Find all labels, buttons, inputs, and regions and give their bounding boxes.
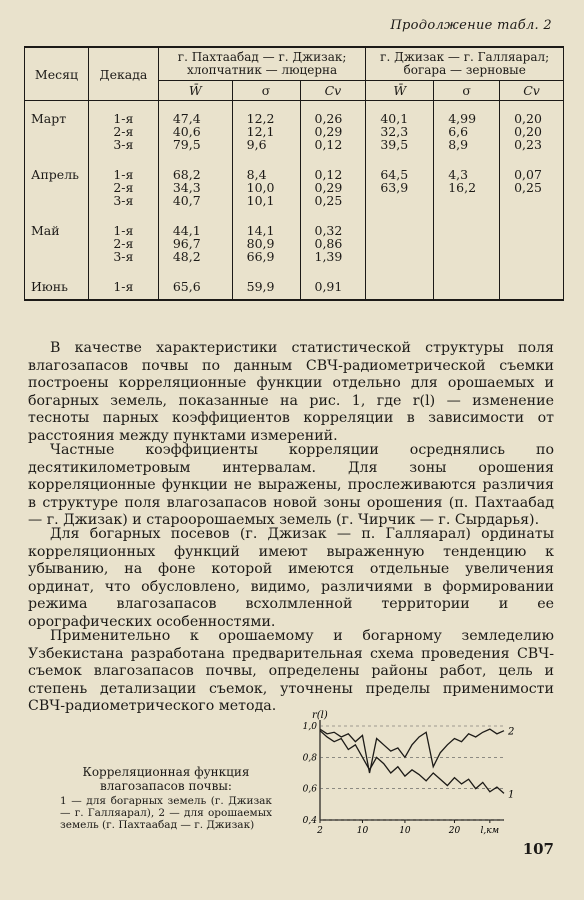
table-row — [25, 213, 564, 269]
col-group-irrigated: г. Пахтаабад — г. Джизак; хлопчатник — люцерна — [158, 47, 366, 81]
col-header-month: Месяц — [25, 47, 89, 101]
table-cell-line: 10,0 — [246, 180, 275, 195]
col-header-cv-2: Cv — [500, 81, 564, 101]
series-label-1: 1 — [508, 789, 515, 801]
table-cell-w1 — [158, 101, 232, 158]
table-cell-line: Май — [31, 223, 60, 238]
paragraph-1: В качестве характеристики статистической структуры поля влагозапасов почвы по данным СВЧ-радиометрической съемки построены корреляционные функции отдельно для орошаемых и богарных земель, показанные на рис. 1, где r(l) — изменение тесноты парных коэффициентов корреляции в зависимости от расстояния между пунктами измерений. — [28, 340, 554, 444]
table-cell-month — [25, 269, 89, 300]
table-cell-s2 — [434, 157, 500, 213]
page-number: 107 — [522, 840, 554, 858]
table-cell-c2 — [500, 213, 564, 269]
table-cell-c1 — [300, 269, 366, 300]
x-tick-label: 10 — [399, 826, 411, 836]
table-cell-line: 0,32 — [314, 223, 343, 238]
table-cell-line: 0,12 — [314, 167, 343, 182]
table-cell-line: 1-я — [113, 223, 134, 238]
table-cell-c2 — [500, 269, 564, 300]
table-cell-line: 12,2 — [246, 111, 275, 126]
paragraph-4: Применительно к орошаемому и богарному земледелию Узбекистана разработана предварительная схема проведения СВЧ-съемок влагозапасов почвы, определены районы работ, цель и степень детализации съемок, уточнены пределы применимости СВЧ-радиометрического метода. — [28, 628, 554, 715]
paragraph-2: Частные коэффициенты корреляции осреднялись по десятикилометровым интервалам. Для зоны орошения корреляционные функции не выражены, прослеживаются различия в структуре поля влагозапасов новой зоны орошения (п. Пахтаабад — г. Джизак) и староорошаемых земель (г. Чирчик — г. Сырдарья). — [28, 442, 554, 529]
table-cell-line: 8,9 — [448, 137, 469, 152]
table-cell-line: 80,9 — [246, 236, 275, 251]
table-cell-s2 — [434, 101, 500, 158]
table-cell-w1 — [158, 269, 232, 300]
table-cell-line: 2-я — [113, 180, 134, 195]
y-tick-label: 0,4 — [302, 816, 317, 826]
paragraph-3: Для богарных посевов (г. Джизак — п. Галляарал) ординаты корреляционных функций имеют выраженную тенденцию к убыванию, на фоне которой имеются отдельные увеличения ординат, что обусловлено, видимо, различиями в формировании режима влагозапасов всхолмленной территории и ее орографических особенностями. — [28, 526, 554, 630]
col-header-w-1: W̄ — [158, 81, 232, 101]
table-cell-line: 68,2 — [172, 167, 201, 182]
table-cell-line: 10,1 — [246, 193, 275, 208]
col-header-w-2: W̄ — [366, 81, 434, 101]
table-cell-line: 65,6 — [172, 279, 201, 294]
table-cell-line: 8,4 — [246, 167, 267, 182]
table-cell-c1 — [300, 213, 366, 269]
table-cell-line: 40,7 — [172, 193, 201, 208]
y-tick-label: 0,6 — [302, 784, 317, 795]
col-group-rainfed: г. Джизак — г. Галляарал; богара — зерновые — [366, 47, 564, 81]
table-cell-line: 4,99 — [448, 111, 477, 126]
table-cell-line: 9,6 — [246, 137, 267, 152]
figure-caption-title: Корреляционная функция влагозапасов почвы: — [82, 765, 250, 793]
table-cell-line: 0,25 — [514, 180, 542, 195]
table-cell-line: 16,2 — [448, 180, 477, 195]
table-cell-line: 0,29 — [314, 124, 343, 139]
table-cell-line: 34,3 — [172, 180, 201, 195]
table-cell-line: 96,7 — [172, 236, 201, 251]
table-cell-line: 39,5 — [380, 137, 409, 152]
col-header-sigma-1: σ — [232, 81, 300, 101]
table-cell-line: 1,39 — [314, 249, 343, 264]
x-tick-label: 20 — [448, 826, 461, 836]
table-cell-line: 1-я — [113, 167, 134, 182]
table-cell-w2 — [366, 269, 434, 300]
table-cell-line: 3-я — [113, 249, 134, 264]
x-tick-label: l,км — [480, 826, 500, 836]
table-cell-line: 0,20 — [514, 124, 542, 139]
table-cell-line: Март — [31, 111, 67, 126]
table-cell-line: 59,9 — [246, 279, 275, 294]
table-cell-line: 40,1 — [380, 111, 409, 126]
table-cell-decades — [88, 213, 158, 269]
figure-caption-legend: 1 — для богарных земель (г. Джизак — г. Галляарал), 2 — для орошаемых земель (г. Пахтаабад — г. Джизак) — [60, 795, 272, 831]
table-cell-w1 — [158, 213, 232, 269]
table-cell-line: 32,3 — [380, 124, 409, 139]
table-cell-line: 64,5 — [380, 167, 409, 182]
table-cell-s1 — [232, 269, 300, 300]
table-row — [25, 157, 564, 213]
table-row — [25, 269, 564, 300]
table-cell-line: 0,23 — [514, 137, 542, 152]
table-cell-line: 79,5 — [172, 137, 201, 152]
table-cell-line: 0,20 — [514, 111, 542, 126]
table-cell-decades — [88, 101, 158, 158]
table-cell-line: 6,6 — [448, 124, 469, 139]
table-cell-line: 0,29 — [314, 180, 343, 195]
table-cell-c1 — [300, 157, 366, 213]
table-cell-line: 47,4 — [172, 111, 201, 126]
table-cell-w2 — [366, 213, 434, 269]
table-cell-line: 0,91 — [314, 279, 343, 294]
table-cell-line: 14,1 — [246, 223, 275, 238]
table-cell-line: 0,25 — [314, 193, 343, 208]
table-cell-line: 12,1 — [246, 124, 275, 139]
table-cell-line: 4,3 — [448, 167, 469, 182]
correlation-function-chart — [294, 708, 524, 838]
table-cell-s2 — [434, 269, 500, 300]
moisture-stats-table — [24, 46, 564, 301]
y-axis-label: r(l) — [312, 710, 328, 721]
table-cell-line: 40,6 — [172, 124, 201, 139]
table-cell-month — [25, 213, 89, 269]
table-cell-line: 44,1 — [172, 223, 201, 238]
series-label-2: 2 — [508, 726, 515, 738]
table-cell-line: Апрель — [31, 167, 79, 182]
table-cell-line: 0,12 — [314, 137, 343, 152]
table-cell-month — [25, 101, 89, 158]
figure-caption — [60, 766, 272, 831]
x-tick-label: 10 — [356, 826, 369, 836]
table-cell-s2 — [434, 213, 500, 269]
table-cell-decades — [88, 157, 158, 213]
table-continuation-label: Продолжение табл. 2 — [390, 18, 552, 33]
table-cell-line: 0,26 — [314, 111, 343, 126]
table-cell-line: Июнь — [31, 279, 68, 294]
table-cell-line: 2-я — [113, 124, 134, 139]
series-line-1 — [320, 731, 504, 794]
table-cell-c1 — [300, 101, 366, 158]
table-cell-w1 — [158, 157, 232, 213]
table-cell-decades — [88, 269, 158, 300]
table-cell-line: 66,9 — [246, 249, 275, 264]
table-cell-s1 — [232, 101, 300, 158]
table-cell-line: 1-я — [113, 279, 134, 294]
table-cell-line: 3-я — [113, 193, 134, 208]
table-cell-c2 — [500, 157, 564, 213]
table-row — [25, 101, 564, 158]
table-cell-s1 — [232, 213, 300, 269]
table-cell-line: 0,86 — [314, 236, 343, 251]
table-cell-line: 2-я — [113, 236, 134, 251]
table-cell-line: 1-я — [113, 111, 134, 126]
y-tick-label: 0,8 — [302, 753, 317, 764]
series-line-2 — [320, 729, 504, 773]
table-cell-line: 3-я — [113, 137, 134, 152]
table-cell-s1 — [232, 157, 300, 213]
table-cell-line: 63,9 — [380, 180, 409, 195]
col-header-cv-1: Cv — [300, 81, 366, 101]
x-tick-label: 2 — [317, 826, 323, 836]
table-cell-month — [25, 157, 89, 213]
y-tick-label: 1,0 — [302, 722, 317, 732]
table-cell-w2 — [366, 157, 434, 213]
table-cell-line: 48,2 — [172, 249, 201, 264]
table-cell-c2 — [500, 101, 564, 158]
col-header-decade: Декада — [88, 47, 158, 101]
table-cell-w2 — [366, 101, 434, 158]
table-cell-line: 0,07 — [514, 167, 542, 182]
col-header-sigma-2: σ — [434, 81, 500, 101]
